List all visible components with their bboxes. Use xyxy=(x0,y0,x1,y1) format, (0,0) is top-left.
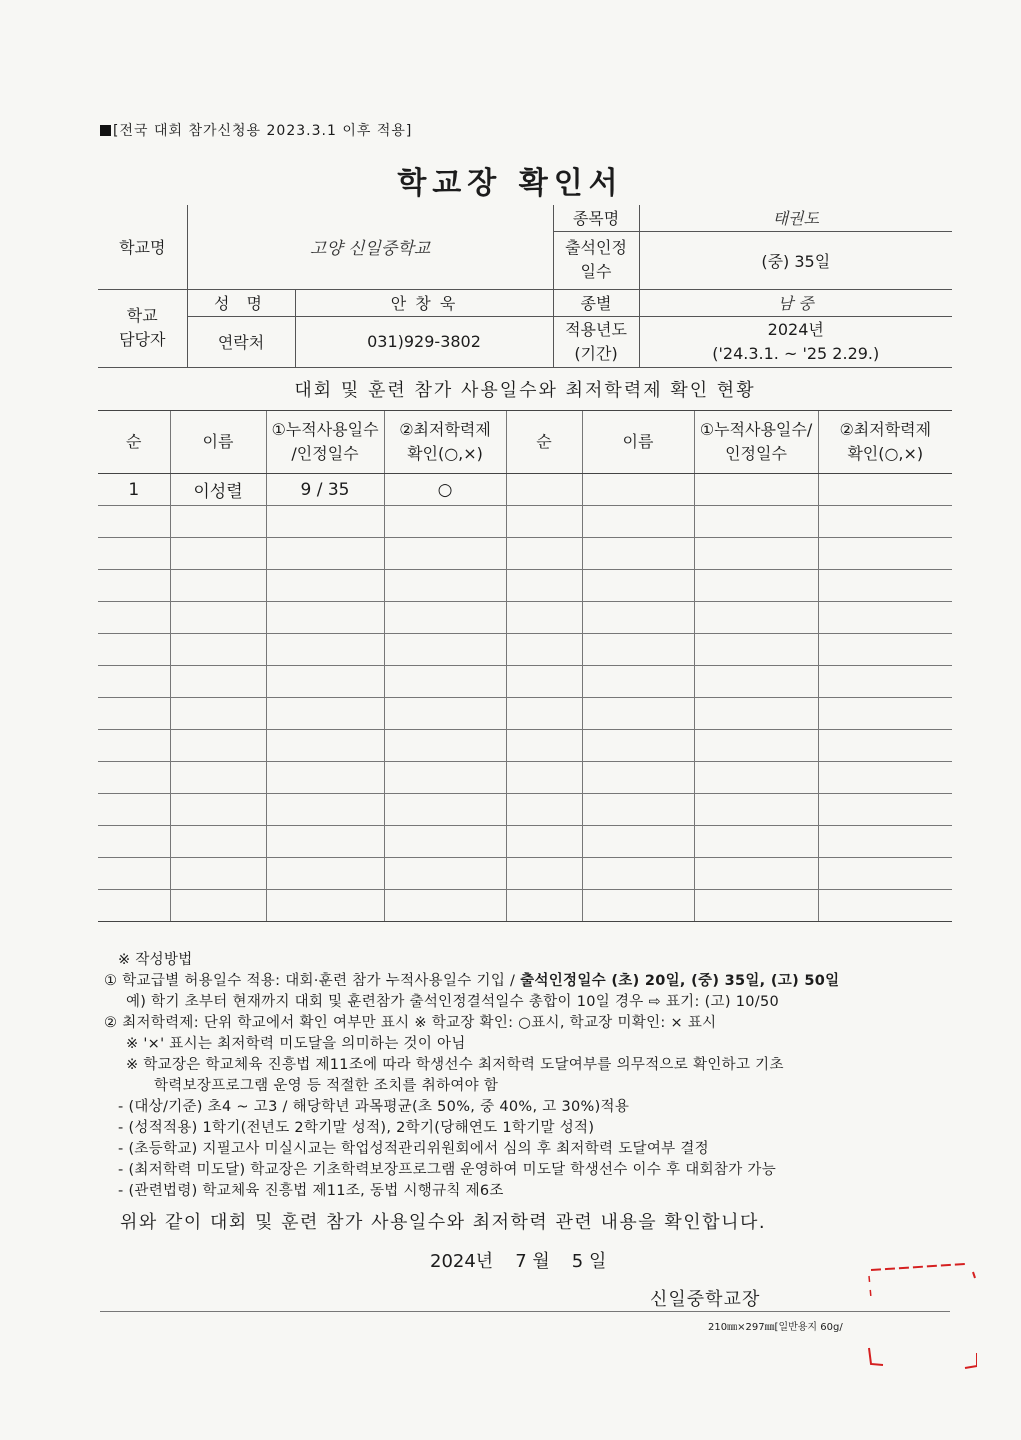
table-row xyxy=(98,858,952,890)
table-cell xyxy=(98,570,170,602)
table-cell xyxy=(506,602,582,634)
list-subtitle: 대회 및 훈련 참가 사용일수와 최저학력제 확인 현황 xyxy=(294,380,756,401)
sport-value: 태권도 xyxy=(639,205,952,231)
table-row xyxy=(98,570,952,602)
table-cell xyxy=(694,794,818,826)
table-cell xyxy=(384,890,506,922)
table-cell xyxy=(384,602,506,634)
table-cell xyxy=(818,538,952,570)
note-line-10: - (최저학력 미도달) 학교장은 기초학력보장프로그램 운영하여 미도달 학생선수 이수 후 대회참가 가능 xyxy=(118,1162,777,1178)
official-seal-mark xyxy=(865,1258,977,1370)
bottom-divider xyxy=(100,1311,950,1312)
table-cell xyxy=(170,890,266,922)
notes-heading: ※ 작성방법 xyxy=(118,952,193,968)
table-cell xyxy=(582,570,694,602)
table-row xyxy=(98,634,952,666)
table-cell xyxy=(266,666,384,698)
table-cell xyxy=(266,730,384,762)
note-line-5: ※ 학교장은 학교체육 진흥법 제11조에 따라 학생선수 최저학력 도달여부를 의무적으로 확인하고 기초 xyxy=(126,1057,784,1073)
school-name: 고양 신일중학교 xyxy=(187,205,553,289)
table-cell xyxy=(818,666,952,698)
table-row xyxy=(98,602,952,634)
manager-label: 학교 담당자 xyxy=(98,289,187,367)
paper-size-note: 210㎜×297㎜[일반용지 60g/ xyxy=(708,1322,843,1333)
col-header-days-right: ①누적사용일수/ 인정일수 xyxy=(694,411,818,474)
table-cell xyxy=(582,506,694,538)
table-cell xyxy=(818,698,952,730)
table-cell xyxy=(98,634,170,666)
table-row xyxy=(98,826,952,858)
table-cell xyxy=(582,794,694,826)
table-row xyxy=(98,794,952,826)
table-cell xyxy=(818,602,952,634)
table-cell xyxy=(694,826,818,858)
table-cell xyxy=(98,826,170,858)
table-cell xyxy=(266,538,384,570)
table-cell xyxy=(582,730,694,762)
table-cell xyxy=(694,634,818,666)
table-cell xyxy=(582,890,694,922)
table-cell xyxy=(506,698,582,730)
col-header-days: ①누적사용일수 /인정일수 xyxy=(266,411,384,474)
table-cell xyxy=(384,858,506,890)
contact-value: 031)929-3802 xyxy=(295,316,553,367)
table-cell xyxy=(266,698,384,730)
table-cell xyxy=(582,634,694,666)
table-cell xyxy=(818,890,952,922)
table-cell xyxy=(266,570,384,602)
table-cell xyxy=(170,794,266,826)
table-cell xyxy=(170,634,266,666)
table-cell xyxy=(694,730,818,762)
table-cell xyxy=(384,570,506,602)
table-row xyxy=(98,506,952,538)
table-cell xyxy=(98,698,170,730)
school-info-table xyxy=(98,205,952,368)
table-cell xyxy=(266,794,384,826)
note-line-1: ① 학교급별 허용일수 적용: 대회·훈련 참가 누적사용일수 기입 / 출석인정일수 (초) 20일, (중) 35일, (고) 50일 xyxy=(104,973,840,989)
table-cell xyxy=(384,762,506,794)
gender-value: 남 중 xyxy=(639,289,952,316)
note-line-6: 학력보장프로그램 운영 등 적절한 조치를 취하여야 함 xyxy=(154,1078,499,1094)
table-cell xyxy=(694,570,818,602)
table-cell xyxy=(384,730,506,762)
cell-check: ○ xyxy=(384,474,506,506)
table-cell xyxy=(694,602,818,634)
table-cell xyxy=(506,666,582,698)
table-cell xyxy=(506,730,582,762)
cell-days: 9 / 35 xyxy=(266,474,384,506)
table-cell xyxy=(582,602,694,634)
table-cell xyxy=(506,634,582,666)
table-cell xyxy=(266,858,384,890)
table-cell xyxy=(818,858,952,890)
table-cell xyxy=(818,730,952,762)
table-cell xyxy=(170,762,266,794)
name-label: 성 명 xyxy=(187,289,295,316)
note-line-4: ※ '×' 표시는 최저학력 미도달을 의미하는 것이 아님 xyxy=(126,1036,466,1052)
table-cell xyxy=(266,634,384,666)
confirmation-statement: 위와 같이 대회 및 훈련 참가 사용일수와 최저학력 관련 내용을 확인합니다. xyxy=(120,1212,767,1233)
document-title: 학교장 확인서 xyxy=(397,166,624,201)
col-header-name: 이름 xyxy=(170,411,266,474)
table-cell xyxy=(384,826,506,858)
cell-no: 1 xyxy=(98,474,170,506)
table-cell xyxy=(170,826,266,858)
table-cell xyxy=(98,730,170,762)
table-cell xyxy=(582,698,694,730)
col-header-check-right: ②최저학력제 확인(○,×) xyxy=(818,411,952,474)
table-cell xyxy=(506,794,582,826)
table-row xyxy=(98,730,952,762)
issue-date: 2024년 7 월 5 일 xyxy=(430,1251,607,1272)
table-cell xyxy=(818,634,952,666)
manager-name: 안 창 욱 xyxy=(295,289,553,316)
note-line-2: 예) 학기 초부터 현재까지 대회 및 훈련참가 출석인정결석일수 총합이 10일 경우 ⇨ 표기: (고) 10/50 xyxy=(126,994,780,1010)
table-cell xyxy=(170,506,266,538)
table-cell xyxy=(384,506,506,538)
table-cell xyxy=(98,538,170,570)
table-cell xyxy=(582,474,694,506)
table-cell xyxy=(818,762,952,794)
table-cell xyxy=(170,858,266,890)
table-cell xyxy=(266,506,384,538)
table-cell xyxy=(506,538,582,570)
table-cell xyxy=(582,762,694,794)
table-cell xyxy=(98,506,170,538)
table-cell xyxy=(98,602,170,634)
table-cell xyxy=(170,570,266,602)
table-cell xyxy=(384,698,506,730)
table-cell xyxy=(98,858,170,890)
table-cell xyxy=(384,634,506,666)
black-square-icon xyxy=(100,125,111,136)
table-cell xyxy=(694,762,818,794)
principal-signature: 신일중학교장 xyxy=(650,1289,761,1310)
table-cell xyxy=(582,826,694,858)
attendance-label: 출석인정 일수 xyxy=(553,231,639,289)
table-cell xyxy=(506,826,582,858)
sport-label: 종목명 xyxy=(553,205,639,231)
gender-label: 종별 xyxy=(553,289,639,316)
table-cell xyxy=(384,666,506,698)
participation-table xyxy=(98,410,952,922)
table-cell xyxy=(818,794,952,826)
table-cell xyxy=(170,730,266,762)
apply-year-label: 적용년도 (기간) xyxy=(553,316,639,367)
table-cell xyxy=(818,506,952,538)
table-cell xyxy=(694,666,818,698)
col-header-check: ②최저학력제 확인(○,×) xyxy=(384,411,506,474)
col-header-no: 순 xyxy=(98,411,170,474)
writing-instructions xyxy=(104,950,964,1202)
col-header-no-right: 순 xyxy=(506,411,582,474)
table-cell xyxy=(818,570,952,602)
table-cell xyxy=(266,602,384,634)
table-row xyxy=(98,698,952,730)
table-cell xyxy=(506,890,582,922)
table-cell xyxy=(582,858,694,890)
table-cell xyxy=(694,890,818,922)
table-cell xyxy=(694,506,818,538)
table-cell xyxy=(506,474,582,506)
contact-label: 연락처 xyxy=(187,316,295,367)
table-cell xyxy=(98,794,170,826)
attendance-value: (중) 35일 xyxy=(639,231,952,289)
table-cell xyxy=(266,890,384,922)
table-cell xyxy=(266,826,384,858)
form-usage-note: [전국 대회 참가신청용 2023.3.1 이후 적용] xyxy=(100,120,412,140)
table-cell xyxy=(506,762,582,794)
table-cell xyxy=(170,666,266,698)
table-row xyxy=(98,538,952,570)
apply-year-value: 2024년 ('24.3.1. ~ '25 2.29.) xyxy=(639,316,952,367)
school-label: 학교명 xyxy=(98,205,187,289)
note-line-7: - (대상/기준) 초4 ~ 고3 / 해당학년 과목평균(초 50%, 중 40%, 고 30%)적용 xyxy=(118,1099,630,1115)
table-cell xyxy=(384,794,506,826)
table-cell xyxy=(506,858,582,890)
table-cell xyxy=(98,890,170,922)
table-row xyxy=(98,762,952,794)
table-cell xyxy=(506,506,582,538)
table-cell xyxy=(170,538,266,570)
table-cell xyxy=(818,474,952,506)
table-row xyxy=(98,474,952,506)
table-cell xyxy=(694,698,818,730)
table-cell xyxy=(694,858,818,890)
table-cell xyxy=(98,762,170,794)
table-cell xyxy=(506,570,582,602)
table-row xyxy=(98,890,952,922)
table-cell xyxy=(818,826,952,858)
table-row xyxy=(98,666,952,698)
table-cell xyxy=(170,698,266,730)
note-line-9: - (초등학교) 지필고사 미실시교는 학업성적관리위원회에서 심의 후 최저학력 도달여부 결정 xyxy=(118,1141,709,1157)
table-cell xyxy=(384,538,506,570)
table-cell xyxy=(582,538,694,570)
table-cell xyxy=(266,762,384,794)
table-cell xyxy=(582,666,694,698)
col-header-name-right: 이름 xyxy=(582,411,694,474)
table-cell xyxy=(170,602,266,634)
note-line-8: - (성적적용) 1학기(전년도 2학기말 성적), 2학기(당해연도 1학기말 성적) xyxy=(118,1120,595,1136)
note-line-3: ② 최저학력제: 단위 학교에서 확인 여부만 표시 ※ 학교장 확인: ○표시, 학교장 미확인: × 표시 xyxy=(104,1015,717,1031)
cell-name: 이성렬 xyxy=(170,474,266,506)
note-line-11: - (관련법령) 학교체육 진흥법 제11조, 동법 시행규칙 제6조 xyxy=(118,1183,504,1199)
table-cell xyxy=(694,474,818,506)
table-cell xyxy=(694,538,818,570)
table-cell xyxy=(98,666,170,698)
